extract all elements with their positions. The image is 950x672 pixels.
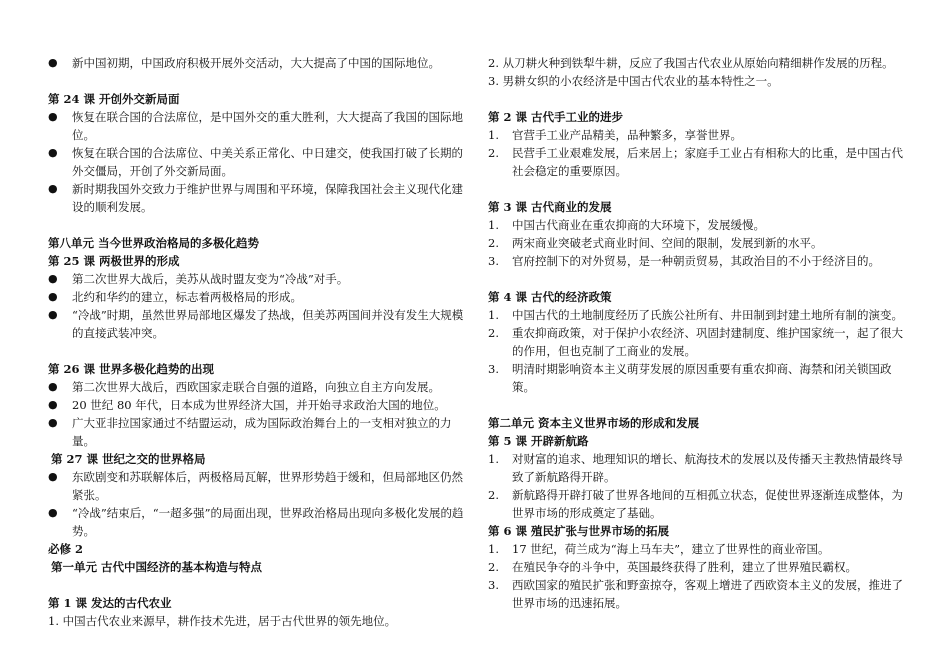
bullet-item xyxy=(48,504,468,540)
lesson-title: 第 25 课 两极世界的形成 xyxy=(48,254,180,268)
bullet-icon: ● xyxy=(48,110,58,123)
item-number: 1. xyxy=(488,452,499,466)
numbered-item xyxy=(488,486,908,522)
bullet-text: “冷战”结束后，“一超多强”的局面出现，世界政治格局出现向多极化发展的趋势。 xyxy=(72,506,464,538)
item-text: 新航路得开辟打破了世界各地间的互相孤立状态，促使世界逐渐连成整体，为世界市场的形成奠定了基础。 xyxy=(512,488,903,520)
item-number: 2. xyxy=(488,146,499,160)
bullet-item xyxy=(48,54,468,72)
bullet-icon: ● xyxy=(48,380,58,393)
left-column xyxy=(48,54,468,630)
right-column xyxy=(488,54,908,612)
numbered-text: 2. 从刀耕火种到铁犁牛耕，反应了我国古代农业从原始向精细耕作发展的历程。 xyxy=(488,56,894,70)
bullet-icon: ● xyxy=(48,416,58,429)
item-number: 2. xyxy=(488,326,499,340)
bullet-item xyxy=(48,270,468,288)
item-number: 1. xyxy=(488,128,499,142)
item-text: 官府控制下的对外贸易，是一种朝贡贸易，其政治目的不小于经济目的。 xyxy=(512,254,880,268)
bullet-item xyxy=(48,468,468,504)
item-number: 1. xyxy=(488,542,499,556)
numbered-item xyxy=(488,540,908,558)
bullet-text: 恢复在联合国的合法席位，是中国外交的重大胜利，大大提高了我国的国际地位。 xyxy=(72,110,463,142)
numbered-item xyxy=(488,360,908,396)
bullet-icon: ● xyxy=(48,470,58,483)
bullet-text: 新时期我国外交致力于维护世界与周围和平环境，保障我国社会主义现代化建设的顺利发展。 xyxy=(72,182,463,214)
item-text: 西欧国家的殖民扩张和野蛮掠夺，客观上增进了西欧资本主义的发展，推进了世界市场的迅速拓展。 xyxy=(512,578,903,610)
bullet-text: 第二次世界大战后，美苏从战时盟友变为“冷战”对手。 xyxy=(72,272,349,286)
lesson-title: 第 26 课 世界多极化趋势的出现 xyxy=(48,362,215,376)
item-text: 对财富的追求、地理知识的增长、航海技术的发展以及传播天主教热情最终导致了新航路得开辟。 xyxy=(512,452,903,484)
item-text: 在殖民争夺的斗争中，英国最终获得了胜利，建立了世界殖民霸权。 xyxy=(512,560,857,574)
numbered-item xyxy=(488,234,908,252)
bullet-item xyxy=(48,306,468,342)
lesson-title: 第 1 课 发达的古代农业 xyxy=(48,596,172,610)
item-text: 中国古代的土地制度经历了氏族公社所有、井田制到封建土地所有制的演变。 xyxy=(512,308,903,322)
unit-title: 第二单元 资本主义世界市场的形成和发展 xyxy=(488,416,700,430)
bullet-text: 20 世纪 80 年代，日本成为世界经济大国，并开始寻求政治大国的地位。 xyxy=(72,398,446,412)
numbered-item xyxy=(488,216,908,234)
item-number: 3. xyxy=(488,578,499,592)
item-number: 2. xyxy=(488,488,499,502)
item-text: 中国古代商业在重农抑商的大环境下，发展缓慢。 xyxy=(512,218,765,232)
item-text: 明清时期影响资本主义萌芽发展的原因重要有重农抑商、海禁和闭关锁国政策。 xyxy=(512,362,892,394)
unit-title: 第八单元 当今世界政治格局的多极化趋势 xyxy=(48,236,260,250)
numbered-item xyxy=(488,558,908,576)
numbered-item xyxy=(488,126,908,144)
lesson-title: 第 5 课 开辟新航路 xyxy=(488,434,589,448)
bullet-icon: ● xyxy=(48,398,58,411)
item-number: 3. xyxy=(488,362,499,376)
bullet-text: 广大亚非拉国家通过不结盟运动，成为国际政治舞台上的一支相对独立的力量。 xyxy=(72,416,452,448)
bullet-item xyxy=(48,108,468,144)
bullet-item xyxy=(48,288,468,306)
lesson-title: 第 27 课 世纪之交的世界格局 xyxy=(51,452,206,466)
lesson-title: 第 4 课 古代的经济政策 xyxy=(488,290,612,304)
numbered-item xyxy=(488,306,908,324)
item-number: 2. xyxy=(488,560,499,574)
bullet-text: 恢复在联合国的合法席位、中美关系正常化、中日建交，使我国打破了长期的外交僵局，开创了外交新局面。 xyxy=(72,146,463,178)
item-number: 1. xyxy=(488,218,499,232)
numbered-item xyxy=(488,576,908,612)
bullet-item xyxy=(48,180,468,216)
bullet-text: 第二次世界大战后，西欧国家走联合自强的道路，向独立自主方向发展。 xyxy=(72,380,440,394)
bullet-text: 北约和华约的建立，标志着两极格局的形成。 xyxy=(72,290,302,304)
numbered-text: 3. 男耕女织的小农经济是中国古代农业的基本特性之一。 xyxy=(488,74,779,88)
bullet-item xyxy=(48,144,468,180)
unit-title: 第一单元 古代中国经济的基本构造与特点 xyxy=(51,560,263,574)
item-text: 官营手工业产品精美，品种繁多，享誉世界。 xyxy=(512,128,742,142)
compulsory-heading: 必修 2 xyxy=(48,542,84,556)
lesson-title: 第 2 课 古代手工业的进步 xyxy=(488,110,624,124)
bullet-text: “冷战”时期，虽然世界局部地区爆发了热战，但美苏两国间并没有发生大规模的直接武装冲突。 xyxy=(72,308,464,340)
bullet-icon: ● xyxy=(48,56,58,69)
bullet-icon: ● xyxy=(48,308,58,321)
bullet-icon: ● xyxy=(48,290,58,303)
lesson-title: 第 6 课 殖民扩张与世界市场的拓展 xyxy=(488,524,670,538)
lesson-title: 第 24 课 开创外交新局面 xyxy=(48,92,180,106)
item-number: 1. xyxy=(488,308,499,322)
item-text: 17 世纪，荷兰成为“海上马车夫”，建立了世界性的商业帝国。 xyxy=(512,542,830,556)
bullet-item xyxy=(48,396,468,414)
numbered-item xyxy=(488,252,908,270)
bullet-icon: ● xyxy=(48,272,58,285)
item-number: 3. xyxy=(488,254,499,268)
numbered-item xyxy=(488,144,908,180)
item-number: 2. xyxy=(488,236,499,250)
bullet-icon: ● xyxy=(48,182,58,195)
numbered-text: 1. 中国古代农业来源早，耕作技术先进，居于古代世界的领先地位。 xyxy=(48,614,397,628)
bullet-text: 东欧剧变和苏联解体后，两极格局瓦解，世界形势趋于缓和，但局部地区仍然紧张。 xyxy=(72,470,463,502)
bullet-text: 新中国初期，中国政府积极开展外交活动，大大提高了中国的国际地位。 xyxy=(72,56,440,70)
bullet-icon: ● xyxy=(48,146,58,159)
item-text: 重农抑商政策，对于保护小农经济、巩固封建制度、维护国家统一，起了很大的作用，但也克制了工商业的发展。 xyxy=(512,326,903,358)
bullet-icon: ● xyxy=(48,506,58,519)
numbered-item xyxy=(488,324,908,360)
item-text: 民营手工业艰难发展，后来居上；家庭手工业占有相称大的比重，是中国古代社会稳定的重要原因。 xyxy=(512,146,903,178)
bullet-item xyxy=(48,378,468,396)
item-text: 两宋商业突破老式商业时间、空间的限制，发展到新的水平。 xyxy=(512,236,823,250)
lesson-title: 第 3 课 古代商业的发展 xyxy=(488,200,612,214)
bullet-item xyxy=(48,414,468,450)
numbered-item xyxy=(488,450,908,486)
